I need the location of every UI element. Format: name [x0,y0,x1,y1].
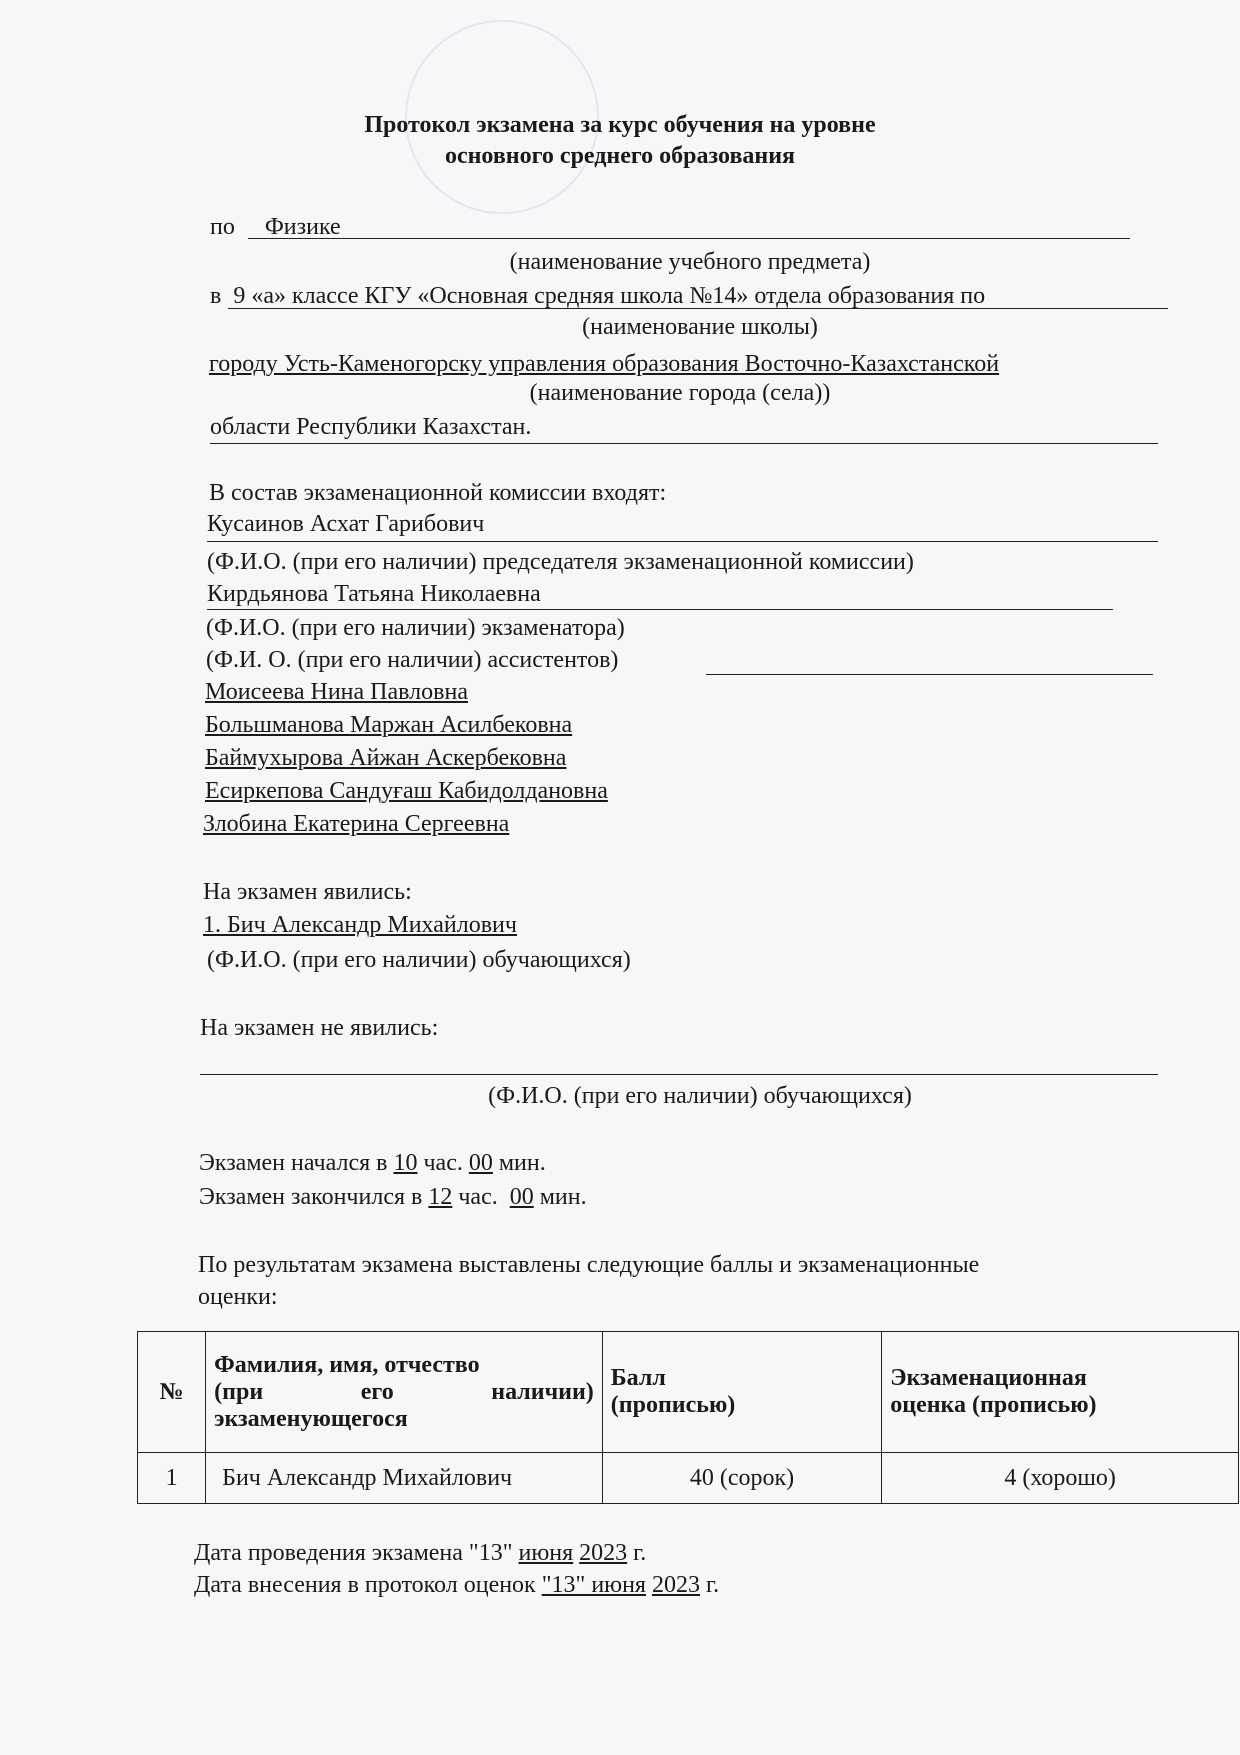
entry-date-suffix: г. [705,1572,720,1598]
subject-value: Физике [264,214,341,240]
present-student-name: 1. Бич Александр Михайлович [203,912,517,938]
school-line1 [210,281,985,311]
header-name-line2 [214,1379,594,1406]
commission-examiner-caption: (Ф.И.О. (при его наличии) экзаменатора) [206,615,625,641]
header-grade [882,1332,1239,1453]
exam-date-prefix: Дата проведения экзамена "13" [194,1540,513,1566]
table-header-row [138,1332,1239,1453]
row-student-name: Бич Александр Михайлович [206,1453,603,1504]
results-intro-line2: оценки: [198,1284,278,1310]
exam-date-year: 2023 [579,1540,628,1566]
header-name-line2c: наличии) [491,1378,594,1405]
school-prefix: в [210,283,222,309]
end-prefix: Экзамен закончился в [199,1184,423,1210]
header-name-line2b: его [360,1378,394,1405]
end-mid: час. [458,1184,498,1210]
absent-rule [200,1074,1158,1075]
row-num: 1 [138,1453,206,1504]
assistant-name: Есиркепова Сандуғаш Кабидолдановна [205,778,608,804]
absent-label: На экзамен не явились: [200,1015,439,1041]
school-name-line1: 9 «а» классе КГУ «Основная средняя школа №14» отдела образования по [233,283,986,309]
end-hour: 12 [428,1184,453,1210]
entry-date-line [194,1570,719,1600]
entry-date-year: 2023 [651,1572,700,1598]
commission-examiner: Кирдьянова Татьяна Николаевна [207,581,541,607]
exam-date-suffix: г. [633,1540,647,1566]
start-minute: 00 [468,1150,493,1176]
header-score-line2: (прописью) [610,1392,736,1418]
document-title-line1: Протокол экзамена за курс обучения на уровне [364,112,876,138]
header-name-line2a: (при [214,1378,264,1405]
subject-prefix: по [210,214,235,240]
school-rule3 [210,443,1158,444]
exam-date-line [194,1538,646,1568]
header-grade-line1: Экзаменационная [890,1365,1087,1391]
exam-start-line [199,1148,546,1178]
end-minute: 00 [509,1184,534,1210]
school-name-line3: области Республики Казахстан. [210,414,532,440]
header-name-line1: Фамилия, имя, отчество [214,1351,480,1378]
header-score-line1: Балл [610,1365,666,1391]
exam-date-month: июня [518,1540,574,1566]
start-hour: 10 [393,1150,418,1176]
start-mid: час. [423,1150,463,1176]
commission-intro: В состав экзаменационной комиссии входят: [209,480,667,506]
assistant-name: Баймухырова Айжан Аскербековна [205,745,567,771]
commission-chair-rule [207,541,1158,542]
commission-chair: Кусаинов Асхат Гарибович [207,511,485,537]
start-prefix: Экзамен начался в [199,1150,388,1176]
header-name-line3: экзаменующегося [214,1405,408,1432]
exam-end-line [199,1182,587,1212]
present-caption: (Ф.И.О. (при его наличии) обучающихся) [207,947,631,973]
commission-assistants-caption: (Ф.И. О. (при его наличии) ассистентов) [206,647,619,673]
row-grade: 4 (хорошо) [882,1453,1239,1504]
header-score [602,1332,881,1453]
absent-caption: (Ф.И.О. (при его наличии) обучающихся) [488,1083,912,1109]
results-intro-line1: По результатам экзамена выставлены следующие баллы и экзаменационные [198,1252,980,1278]
start-suffix: мин. [498,1150,546,1176]
entry-date-prefix: Дата внесения в протокол оценок [194,1572,536,1598]
commission-chair-caption: (Ф.И.О. (при его наличии) председателя экзаменационной комиссии) [207,549,914,575]
header-grade-line2: оценка (прописью) [890,1392,1097,1418]
school-name-line2: городу Усть-Каменогорску управления образования Восточно-Казахстанской [209,351,1000,377]
subject-rule [248,238,1130,239]
row-score: 40 (сорок) [602,1453,881,1504]
assistant-name: Моисеева Нина Павловна [205,679,468,705]
assistant-name: Злобина Екатерина Сергеевна [203,811,510,837]
document-title-line2: основного среднего образования [444,143,796,169]
commission-assistants-rule [706,674,1153,675]
present-label: На экзамен явились: [203,879,412,905]
subject-caption: (наименование учебного предмета) [509,249,871,275]
assistant-name: Большманова Маржан Асилбековна [205,712,573,738]
end-suffix: мин. [539,1184,587,1210]
header-num: № [138,1332,206,1453]
commission-examiner-rule [207,609,1113,610]
entry-date-day-month: "13" июня [541,1572,646,1598]
school-caption1: (наименование школы) [582,314,818,340]
school-caption2: (наименование города (села)) [529,380,831,406]
table-row [138,1453,1239,1504]
results-table [137,1331,1239,1504]
header-name [206,1332,603,1453]
school-rule1 [228,308,1168,309]
